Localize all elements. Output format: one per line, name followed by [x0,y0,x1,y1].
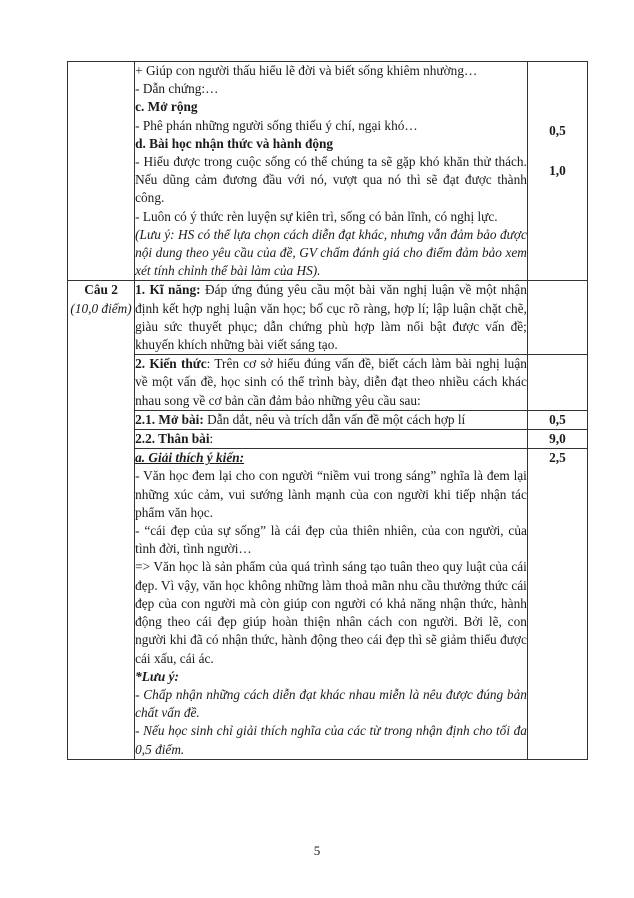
text-line: - Văn học đem lại cho con người “niềm vui trong sáng” nghĩa là đem lại những xúc cảm, vui sướng lành mạnh của con người khi tiếp nhận tác phẩm văn học. [135,468,527,520]
text-line: - Luôn có ý thức rèn luyện sự kiên trì, sống có bản lĩnh, có nghị lực. [135,208,498,224]
score-value: 1,0 [549,163,566,179]
text-line: - Hiểu được trong cuộc sống có thể chúng ta sẽ gặp khó khăn thử thách. Nếu dũng cảm đương đầu với nó, vượt qua nó thì sẽ đạt được thành công. [135,154,527,206]
content-cell-cau1-continued [135,62,528,281]
table-row [68,449,588,759]
note-text: - Chấp nhận những cách diễn đạt khác nhau miễn là nêu được đúng bản chất vấn đề. [135,686,527,721]
text-paragraph [135,355,527,410]
knowledge-text: : Trên cơ sở hiểu đúng vấn đề, biết cách làm bài nghị luận về một vấn đề, học sinh có thể trình bày, diễn đạt theo nhiều cách khác nhau song về cơ bản cần đảm bảo những yêu cầu sau: [135,356,527,408]
text-paragraph [135,430,527,448]
intro-text: Dẫn dắt, nêu và trích dẫn vấn đề một cách hợp lí [203,411,466,427]
content-cell-intro [135,410,528,429]
note-text: (Lưu ý: HS có thể lựa chọn cách diễn đạt khác, nhưng vẫn đảm bảo được nội dung theo yêu cầu của đề, GV chấm đánh giá cho điểm đảm bảo xem xét tính chỉnh thể bài làm của HS). [135,226,527,279]
table-row [68,62,588,281]
table-row [68,410,588,429]
body-title: 2.2. Thân bài [135,431,210,447]
page-number: 5 [313,843,321,858]
table-row [68,281,588,355]
text-line: - Dẫn chứng:… [135,81,219,97]
question-label: Câu 2 [84,282,118,298]
score-cell [527,62,587,281]
table-row [68,430,588,449]
question-points: (10,0 điểm) [70,300,132,316]
score-value: 2,5 [527,449,587,759]
explain-title: a. Giải thích ý kiến: [135,450,245,466]
note-title: *Lưu ý: [135,668,179,684]
content-cell-skill [135,281,528,355]
label-cell-empty [68,62,135,281]
text-line: - Phê phán những người sống thiếu ý chí, ngại khó… [135,117,418,133]
question-label-cell [68,281,135,759]
text-line: + Giúp con người thấu hiểu lẽ đời và biết sống khiêm nhường… [135,63,478,78]
body-text: : [209,431,214,447]
skill-text: Đáp ứng đúng yêu cầu một bài văn nghị luận về một nhận định kết hợp nghị luận văn học; bố cục rõ ràng, hợp lí; lập luận chặt chẽ, giàu sức thuyết phục; dẫn chứng phù hợp làm nổi bật được vấn đề; khuyến khích những bài viết sáng tạo. [135,282,527,353]
table-row [68,355,588,411]
score-value: 9,0 [527,430,587,449]
section-heading: d. Bài học nhận thức và hành động [135,135,334,151]
text-paragraph [135,281,527,354]
score-cell-empty [527,355,587,411]
text-paragraph [135,411,527,429]
section-heading: c. Mở rộng [135,99,198,115]
text-line: => Văn học là sản phẩm của quá trình sáng tạo tuân theo quy luật của cái đẹp. Vì vậy, văn học không những làm thoả mãn nhu cầu thưởng thức cái đẹp của con người mà còn giúp con người có khả năng nhận thức, hành động theo cái đẹp giúp hoàn thiện nhân cách con người. Bởi lẽ, con người khi đã có nhận thức, hành động theo cái đẹp thì sẽ giảm thiểu được cái xấu, cái ác. [135,559,527,666]
scoring-table [67,61,588,760]
text-line: - “cái đẹp của sự sống” là cái đẹp của thiên nhiên, của con người, của tình đời, tình người… [135,523,527,557]
intro-title: 2.1. Mở bài: [135,411,204,427]
content-cell-explain [135,449,528,759]
content-cell-body [135,430,528,449]
score-value: 0,5 [549,123,566,138]
content-cell-knowledge [135,355,528,411]
score-value: 0,5 [527,410,587,429]
score-cell-empty [527,281,587,355]
knowledge-title: 2. Kiến thức [135,356,207,372]
note-text: - Nếu học sinh chỉ giải thích nghĩa của các từ trong nhận định cho tối đa 0,5 điểm. [135,723,527,757]
skill-title: 1. Kĩ năng: [135,282,201,298]
